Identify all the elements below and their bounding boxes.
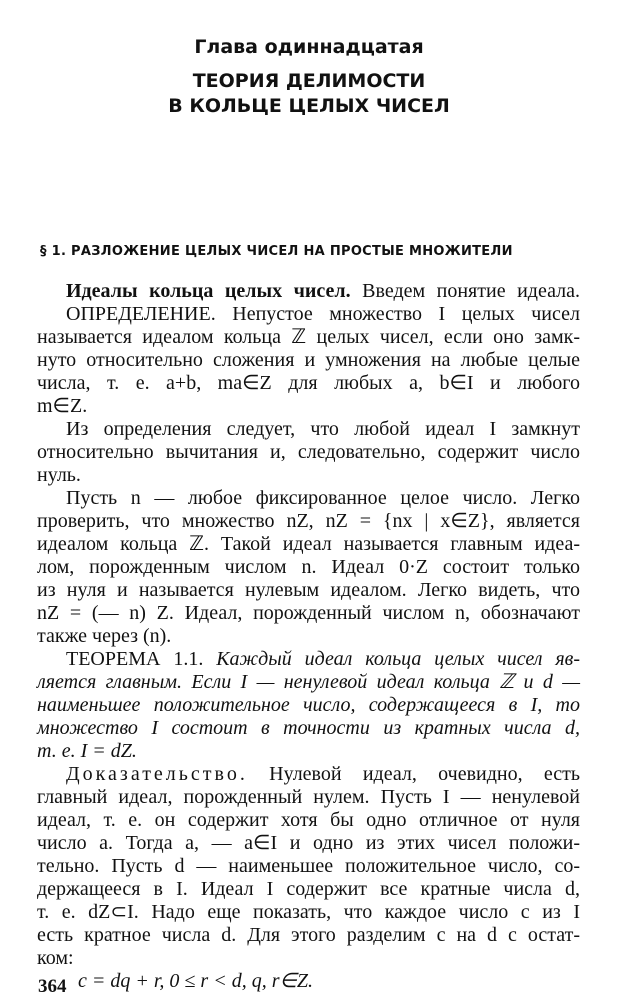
page-number: 364 [38, 976, 67, 997]
division-formula: c = dq + r, 0 ≤ r < d, q, r∈Z. [78, 970, 314, 992]
proof-line-9: ком: [37, 947, 74, 969]
proof-line-3: идеал, т. е. он содержит хотя бы одно отличное от нуля [37, 809, 580, 831]
paragraph-principal-line-7: также через (n). [37, 625, 172, 647]
paragraph-principal-line-2: проверить, что множество nZ, nZ = {nx | x∈Z}, является [37, 510, 580, 532]
definition-line-1: ОПРЕДЕЛЕНИЕ. Непустое множество I целых чисел [66, 303, 580, 325]
theorem-line-1: ТЕОРЕМА 1.1. Каждый идеал кольца целых чисел яв- [66, 648, 580, 670]
paragraph-closure-line-1: Из определения следует, что любой идеал I замкнут [66, 418, 580, 440]
section-heading: § 1. РАЗЛОЖЕНИЕ ЦЕЛЫХ ЧИСЕЛ НА ПРОСТЫЕ МНОЖИТЕЛИ [40, 244, 513, 259]
paragraph-principal-line-5: из нуля и называется нулевым идеалом. Легко видеть, что [37, 579, 580, 601]
proof-line-2: главный идеал, порожденный нулем. Пусть I — ненулевой [37, 786, 580, 808]
run-in-heading: Идеалы кольца целых чисел. [66, 280, 351, 302]
proof-line-8: есть кратное числа d. Для этого разделим c на d с остат- [37, 924, 580, 946]
proof-line-7: т. е. dZ⊂I. Надо еще показать, что каждое число c из I [37, 901, 580, 923]
theorem-line-3: наименьшее положительное число, содержащееся в I, то [37, 694, 580, 716]
proof-line-4: число a. Тогда a, — a∈I и одно из этих чисел положи- [37, 832, 580, 854]
definition-label: ОПРЕДЕЛЕНИЕ. [66, 303, 216, 325]
theorem-label: ТЕОРЕМА 1.1. [66, 648, 204, 670]
paragraph-principal-line-6: nZ = (— n) Z. Идеал, порожденный числом n, обозначают [37, 602, 580, 624]
chapter-number: Глава одиннадцатая [194, 36, 424, 58]
paragraph-principal-line-1: Пусть n — любое фиксированное целое число. Легко [66, 487, 580, 509]
definition-line-2: называется идеалом кольца ℤ целых чисел, если оно замк- [37, 326, 580, 348]
chapter-title-line-2: В КОЛЬЦЕ ЦЕЛЫХ ЧИСЕЛ [168, 95, 450, 117]
paragraph-closure-line-3: нуль. [37, 464, 81, 486]
paragraph-principal-line-4: лом, порожденным числом n. Идеал 0·Z состоит только [37, 556, 580, 578]
proof-line-6: держащееся в I. Идеал I содержит все кратные числа d, [37, 878, 580, 900]
definition-line-5: m∈Z. [37, 395, 88, 417]
proof-label: Доказательство. [66, 763, 248, 785]
paragraph-principal-line-3: идеалом кольца ℤ. Такой идеал называется главным идеа- [37, 533, 580, 555]
theorem-line-5: т. е. I = dZ. [37, 740, 137, 762]
paragraph-ideals-line: Идеалы кольца целых чисел. Введем понятие идеала. [66, 280, 580, 302]
theorem-line-2: ляется главным. Если I — ненулевой идеал кольца ℤ и d — [37, 671, 580, 693]
paragraph-closure-line-2: относительно вычитания и, следовательно, содержит число [37, 441, 580, 463]
chapter-title-line-1: ТЕОРИЯ ДЕЛИМОСТИ [192, 70, 426, 92]
proof-line-1: Доказательство. Нулевой идеал, очевидно, есть [66, 763, 580, 785]
definition-line-4: числа, т. е. a+b, ma∈Z для любых a, b∈I и любого [37, 372, 580, 394]
proof-line-5: тельно. Пусть d — наименьшее положительное число, со- [37, 855, 580, 877]
theorem-line-4: множество I состоит в точности из кратных числа d, [37, 717, 580, 739]
definition-line-3: нуто относительно сложения и умножения на любые целые [37, 349, 580, 371]
